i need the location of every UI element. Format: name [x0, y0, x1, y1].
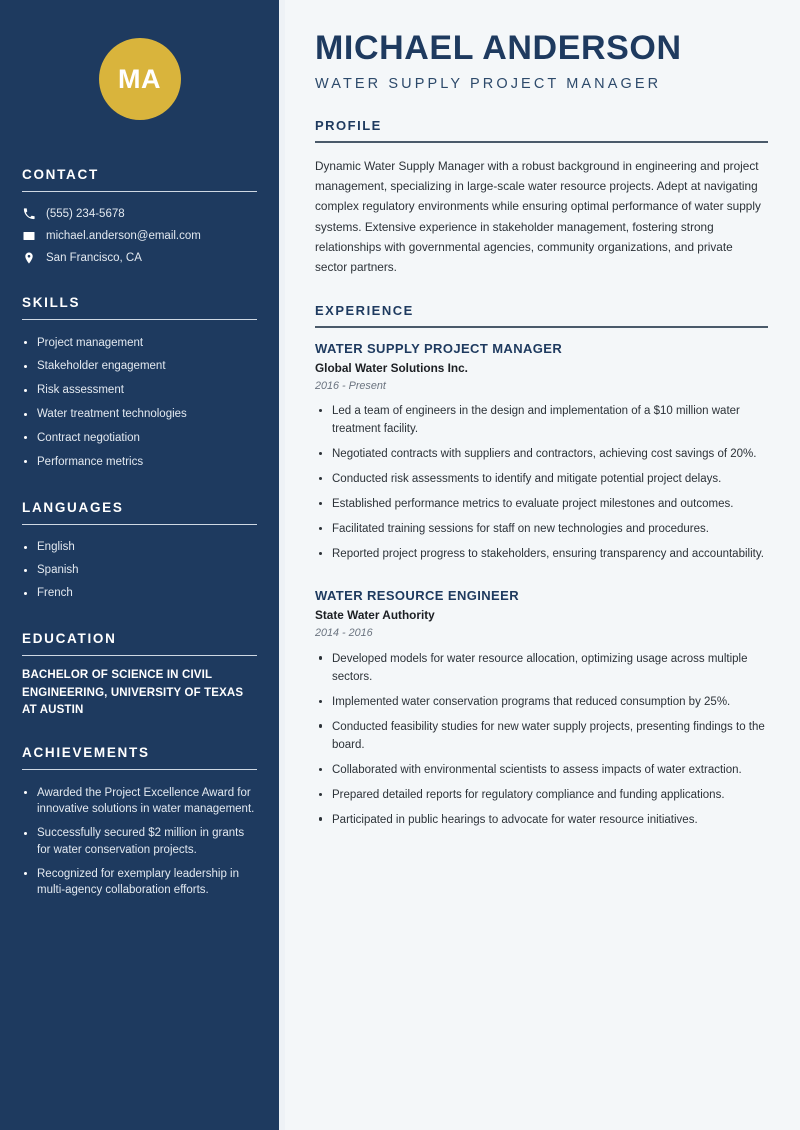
skills-section: [22, 295, 257, 474]
page-title: MICHAEL ANDERSON: [315, 29, 682, 67]
profile-heading: PROFILE: [315, 118, 382, 134]
main-content: [285, 0, 800, 1130]
job-company: State Water Authority: [315, 608, 435, 623]
achievements-section: [22, 745, 257, 903]
languages-heading: LANGUAGES: [22, 500, 124, 516]
languages-section: [22, 500, 257, 605]
contact-heading: CONTACT: [22, 167, 99, 182]
skills-list: [22, 331, 257, 474]
list-item: Negotiated contracts with suppliers and contractors, achieving cost savings of 20%.: [315, 442, 768, 467]
list-item: Established performance metrics to evaluate project milestones and outcomes.: [315, 492, 768, 517]
list-item: Participated in public hearings to advocate for water resource initiatives.: [315, 807, 768, 832]
list-item: Prepared detailed reports for regulatory compliance and funding applications.: [315, 783, 768, 808]
contact-location-value: San Francisco, CA: [46, 252, 142, 264]
list-item: English: [22, 536, 257, 559]
achievements-heading: ACHIEVEMENTS: [22, 745, 150, 761]
achievements-divider: [22, 769, 257, 770]
experience-section: [315, 303, 768, 832]
contact-email-row[interactable]: [22, 225, 257, 247]
list-item: Contract negotiation: [22, 426, 257, 450]
job-title: WATER SUPPLY PROJECT MANAGER: [315, 340, 563, 356]
job-bullet-list: [315, 646, 768, 832]
list-item: Awarded the Project Excellence Award for innovative solutions in water management.: [22, 781, 257, 822]
list-item: Conducted feasibility studies for new water supply projects, presenting findings to the board.: [315, 714, 768, 757]
job-company: Global Water Solutions Inc.: [315, 360, 468, 375]
education-section: [22, 631, 257, 719]
experience-entry: [315, 341, 768, 567]
profile-section: [315, 118, 768, 277]
job-title: WATER RESOURCE ENGINEER: [315, 588, 519, 604]
phone-icon: [22, 208, 35, 221]
contact-phone-row[interactable]: [22, 203, 257, 225]
languages-divider: [22, 524, 257, 525]
list-item: Implemented water conservation programs that reduced consumption by 25%.: [315, 690, 768, 715]
job-dates: 2016 - Present: [315, 379, 386, 392]
achievements-list: [22, 781, 257, 903]
experience-heading: EXPERIENCE: [315, 303, 414, 319]
list-item: Risk assessment: [22, 379, 257, 403]
contact-email-value: michael.anderson@email.com: [46, 230, 201, 242]
skills-heading: SKILLS: [22, 295, 81, 310]
education-heading: EDUCATION: [22, 631, 117, 647]
avatar-initials: MA: [99, 38, 181, 120]
avatar-container: [22, 0, 257, 120]
job-dates: 2014 - 2016: [315, 627, 373, 640]
skills-divider: [22, 319, 257, 320]
list-item: Stakeholder engagement: [22, 355, 257, 379]
languages-list: [22, 536, 257, 605]
list-item: Reported project progress to stakeholders, ensuring transparency and accountability.: [315, 542, 768, 567]
list-item: Project management: [22, 331, 257, 355]
contact-location-row[interactable]: [22, 247, 257, 269]
list-item: Recognized for exemplary leadership in multi-agency collaboration efforts.: [22, 862, 257, 903]
job-role-subtitle: WATER SUPPLY PROJECT MANAGER: [315, 76, 662, 93]
list-item: Performance metrics: [22, 450, 257, 474]
list-item: Conducted risk assessments to identify and mitigate potential project delays.: [315, 467, 768, 492]
list-item: Water treatment technologies: [22, 403, 257, 427]
education-entry: BACHELOR OF SCIENCE IN CIVIL ENGINEERING, UNIVERSITY OF TEXAS AT AUSTIN: [22, 669, 244, 716]
sidebar: [0, 0, 279, 1130]
education-divider: [22, 655, 257, 656]
contact-divider: [22, 191, 257, 192]
list-item: Led a team of engineers in the design and implementation of a $10 million water treatment facility.: [315, 399, 768, 442]
list-item: French: [22, 582, 257, 605]
contact-section: [22, 167, 257, 269]
experience-entry: [315, 588, 768, 832]
experience-divider: [315, 326, 768, 327]
envelope-icon: [22, 230, 35, 243]
list-item: Collaborated with environmental scientists to assess impacts of water extraction.: [315, 758, 768, 783]
job-bullet-list: [315, 399, 768, 567]
contact-phone-value: (555) 234-5678: [46, 208, 125, 220]
list-item: Facilitated training sessions for staff on new technologies and procedures.: [315, 517, 768, 542]
list-item: Developed models for water resource allocation, optimizing usage across multiple sectors.: [315, 646, 768, 689]
map-pin-icon: [22, 252, 35, 265]
list-item: Spanish: [22, 559, 257, 582]
list-item: Successfully secured $2 million in grants for water conservation projects.: [22, 822, 257, 863]
profile-text: Dynamic Water Supply Manager with a robust background in engineering and project management, specializing in large-scale water resource projects. Adept at navigating complex regulatory environments while ensuring optimal performance of water supply systems. Extensive experience in stakeholder management, fostering strong relationships with governmental agencies, community organizations, and private sector partners.: [315, 158, 761, 275]
profile-divider: [315, 141, 768, 142]
